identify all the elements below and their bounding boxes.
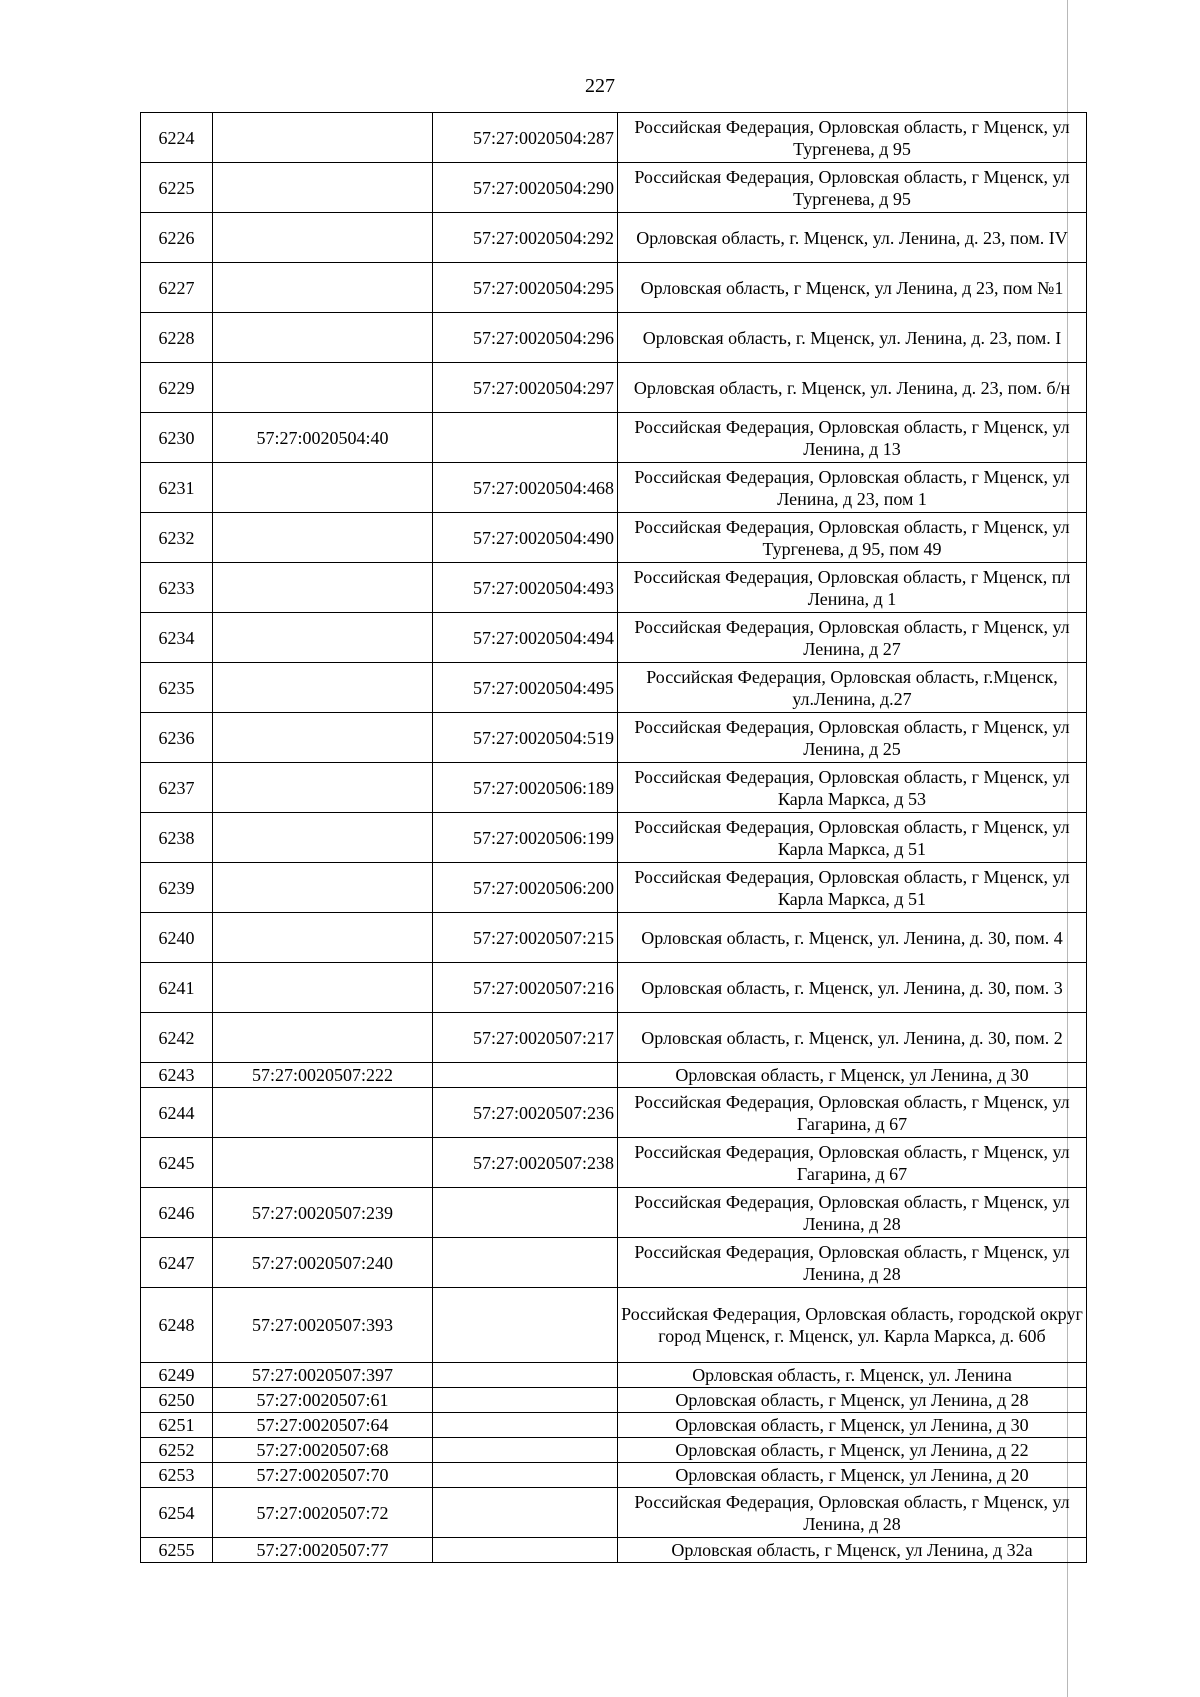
table-row [141, 963, 1087, 1013]
address-cell: Российская Федерация, Орловская область, г Мценск, ул Карла Маркса, д 53 [618, 763, 1087, 813]
cadastral-number-primary-cell [213, 113, 433, 163]
cadastral-number-primary-cell: 57:27:0020507:240 [213, 1238, 433, 1288]
address-cell: Российская Федерация, Орловская область, городской округ город Мценск, г. Мценск, ул. Карла Маркса, д. 60б [618, 1288, 1087, 1363]
address-cell: Российская Федерация, Орловская область, г Мценск, ул Ленина, д 28 [618, 1188, 1087, 1238]
row-number-cell: 6244 [141, 1088, 213, 1138]
table-row [141, 1288, 1087, 1363]
row-number-cell: 6228 [141, 313, 213, 363]
address-cell: Российская Федерация, Орловская область, г Мценск, ул Ленина, д 13 [618, 413, 1087, 463]
cadastral-number-secondary-cell [433, 1538, 618, 1563]
cadastral-number-primary-cell: 57:27:0020507:64 [213, 1413, 433, 1438]
address-cell: Орловская область, г. Мценск, ул. Ленина, д. 30, пом. 2 [618, 1013, 1087, 1063]
cadastral-number-secondary-cell: 57:27:0020504:519 [433, 713, 618, 763]
table-row [141, 913, 1087, 963]
row-number-cell: 6249 [141, 1363, 213, 1388]
table-row [141, 1088, 1087, 1138]
table-row [141, 213, 1087, 263]
table-row [141, 1138, 1087, 1188]
address-cell: Российская Федерация, Орловская область, г Мценск, ул Тургенева, д 95 [618, 113, 1087, 163]
cadastral-number-primary-cell [213, 813, 433, 863]
table-row [141, 863, 1087, 913]
cadastral-number-primary-cell [213, 463, 433, 513]
cadastral-number-secondary-cell: 57:27:0020506:199 [433, 813, 618, 863]
cadastral-number-primary-cell: 57:27:0020507:397 [213, 1363, 433, 1388]
cadastral-number-primary-cell [213, 163, 433, 213]
row-number-cell: 6238 [141, 813, 213, 863]
cadastral-number-secondary-cell: 57:27:0020504:292 [433, 213, 618, 263]
cadastral-number-primary-cell [213, 963, 433, 1013]
cadastral-number-secondary-cell [433, 1463, 618, 1488]
cadastral-number-secondary-cell [433, 413, 618, 463]
cadastral-number-primary-cell [213, 213, 433, 263]
address-cell: Российская Федерация, Орловская область, г Мценск, ул Ленина, д 28 [618, 1488, 1087, 1538]
row-number-cell: 6254 [141, 1488, 213, 1538]
cadastral-number-primary-cell: 57:27:0020507:72 [213, 1488, 433, 1538]
cadastral-number-secondary-cell [433, 1438, 618, 1463]
table-row [141, 463, 1087, 513]
table-row [141, 1388, 1087, 1413]
cadastral-number-secondary-cell: 57:27:0020507:238 [433, 1138, 618, 1188]
address-cell: Российская Федерация, Орловская область, г Мценск, ул Ленина, д 27 [618, 613, 1087, 663]
table-row [141, 663, 1087, 713]
address-cell: Российская Федерация, Орловская область, г Мценск, ул Гагарина, д 67 [618, 1088, 1087, 1138]
table-row [141, 1463, 1087, 1488]
row-number-cell: 6253 [141, 1463, 213, 1488]
cadastral-number-secondary-cell [433, 1488, 618, 1538]
cadastral-number-primary-cell [213, 763, 433, 813]
row-number-cell: 6225 [141, 163, 213, 213]
row-number-cell: 6224 [141, 113, 213, 163]
address-cell: Российская Федерация, Орловская область, г Мценск, ул Тургенева, д 95, пом 49 [618, 513, 1087, 563]
cadastral-number-primary-cell: 57:27:0020507:77 [213, 1538, 433, 1563]
row-number-cell: 6230 [141, 413, 213, 463]
table-row [141, 1488, 1087, 1538]
cadastral-number-secondary-cell: 57:27:0020507:216 [433, 963, 618, 1013]
cadastral-number-secondary-cell: 57:27:0020504:295 [433, 263, 618, 313]
address-cell: Российская Федерация, Орловская область, г Мценск, ул Карла Маркса, д 51 [618, 813, 1087, 863]
table-row [141, 413, 1087, 463]
page-number: 227 [585, 75, 615, 97]
cadastral-number-secondary-cell: 57:27:0020504:494 [433, 613, 618, 663]
table-row [141, 363, 1087, 413]
address-cell: Орловская область, г Мценск, ул Ленина, д 30 [618, 1063, 1087, 1088]
address-cell: Орловская область, г. Мценск, ул. Ленина, д. 30, пом. 3 [618, 963, 1087, 1013]
table-row [141, 563, 1087, 613]
row-number-cell: 6240 [141, 913, 213, 963]
table-row [141, 1188, 1087, 1238]
address-cell: Орловская область, г Мценск, ул Ленина, д 22 [618, 1438, 1087, 1463]
table-row [141, 1438, 1087, 1463]
table-row [141, 513, 1087, 563]
address-cell: Орловская область, г. Мценск, ул. Ленина, д. 23, пом. I [618, 313, 1087, 363]
row-number-cell: 6247 [141, 1238, 213, 1288]
row-number-cell: 6227 [141, 263, 213, 313]
cadastral-number-secondary-cell [433, 1388, 618, 1413]
cadastral-number-primary-cell [213, 563, 433, 613]
address-cell: Орловская область, г Мценск, ул Ленина, д 32а [618, 1538, 1087, 1563]
cadastral-number-primary-cell [213, 663, 433, 713]
table-row [141, 813, 1087, 863]
cadastral-number-secondary-cell: 57:27:0020507:236 [433, 1088, 618, 1138]
table-row [141, 713, 1087, 763]
row-number-cell: 6234 [141, 613, 213, 663]
cadastral-number-primary-cell [213, 913, 433, 963]
cadastral-number-secondary-cell: 57:27:0020504:290 [433, 163, 618, 213]
table-row [141, 763, 1087, 813]
row-number-cell: 6226 [141, 213, 213, 263]
row-number-cell: 6235 [141, 663, 213, 713]
table-row [141, 1013, 1087, 1063]
row-number-cell: 6242 [141, 1013, 213, 1063]
table-row [141, 1063, 1087, 1088]
address-cell: Орловская область, г Мценск, ул Ленина, д 28 [618, 1388, 1087, 1413]
table-row [141, 613, 1087, 663]
cadastral-number-secondary-cell [433, 1288, 618, 1363]
row-number-cell: 6239 [141, 863, 213, 913]
row-number-cell: 6243 [141, 1063, 213, 1088]
address-cell: Орловская область, г Мценск, ул Ленина, д 20 [618, 1463, 1087, 1488]
address-cell: Российская Федерация, Орловская область, г Мценск, ул Ленина, д 25 [618, 713, 1087, 763]
address-cell: Российская Федерация, Орловская область, г Мценск, ул Карла Маркса, д 51 [618, 863, 1087, 913]
address-cell: Орловская область, г Мценск, ул Ленина, д 23, пом №1 [618, 263, 1087, 313]
cadastral-number-secondary-cell [433, 1238, 618, 1288]
address-cell: Орловская область, г Мценск, ул Ленина, д 30 [618, 1413, 1087, 1438]
table-row [141, 1538, 1087, 1563]
table-row [141, 163, 1087, 213]
cadastral-number-secondary-cell: 57:27:0020507:217 [433, 1013, 618, 1063]
cadastral-number-secondary-cell [433, 1188, 618, 1238]
cadastral-number-primary-cell [213, 863, 433, 913]
table-row [141, 313, 1087, 363]
row-number-cell: 6245 [141, 1138, 213, 1188]
cadastral-number-secondary-cell [433, 1063, 618, 1088]
address-cell: Орловская область, г. Мценск, ул. Ленина, д. 30, пом. 4 [618, 913, 1087, 963]
table-row [141, 1238, 1087, 1288]
row-number-cell: 6251 [141, 1413, 213, 1438]
address-cell: Российская Федерация, Орловская область, г Мценск, ул Ленина, д 23, пом 1 [618, 463, 1087, 513]
cadastral-number-secondary-cell: 57:27:0020504:490 [433, 513, 618, 563]
row-number-cell: 6232 [141, 513, 213, 563]
row-number-cell: 6236 [141, 713, 213, 763]
row-number-cell: 6246 [141, 1188, 213, 1238]
cadastral-number-primary-cell: 57:27:0020507:61 [213, 1388, 433, 1413]
cadastral-number-primary-cell [213, 313, 433, 363]
cadastral-number-primary-cell [213, 1088, 433, 1138]
table-row [141, 113, 1087, 163]
row-number-cell: 6250 [141, 1388, 213, 1413]
address-cell: Российская Федерация, Орловская область, г Мценск, ул Гагарина, д 67 [618, 1138, 1087, 1188]
row-number-cell: 6229 [141, 363, 213, 413]
cadastral-number-primary-cell: 57:27:0020507:393 [213, 1288, 433, 1363]
cadastral-number-secondary-cell: 57:27:0020504:468 [433, 463, 618, 513]
address-cell: Орловская область, г. Мценск, ул. Ленина [618, 1363, 1087, 1388]
cadastral-number-secondary-cell: 57:27:0020504:296 [433, 313, 618, 363]
row-number-cell: 6231 [141, 463, 213, 513]
row-number-cell: 6241 [141, 963, 213, 1013]
cadastral-number-primary-cell: 57:27:0020507:222 [213, 1063, 433, 1088]
row-number-cell: 6248 [141, 1288, 213, 1363]
cadastral-number-secondary-cell: 57:27:0020504:287 [433, 113, 618, 163]
cadastral-number-secondary-cell: 57:27:0020504:495 [433, 663, 618, 713]
row-number-cell: 6255 [141, 1538, 213, 1563]
address-cell: Российская Федерация, Орловская область, г Мценск, ул Ленина, д 28 [618, 1238, 1087, 1288]
registry-table-body [141, 113, 1087, 1563]
address-cell: Орловская область, г. Мценск, ул. Ленина, д. 23, пом. IV [618, 213, 1087, 263]
cadastral-number-primary-cell: 57:27:0020507:68 [213, 1438, 433, 1463]
cadastral-number-primary-cell: 57:27:0020507:70 [213, 1463, 433, 1488]
cadastral-number-primary-cell [213, 1013, 433, 1063]
address-cell: Российская Федерация, Орловская область, г Мценск, пл Ленина, д 1 [618, 563, 1087, 613]
cadastral-number-primary-cell [213, 1138, 433, 1188]
cadastral-number-primary-cell: 57:27:0020507:239 [213, 1188, 433, 1238]
registry-table [140, 112, 1087, 1563]
cadastral-number-primary-cell [213, 713, 433, 763]
cadastral-number-primary-cell [213, 613, 433, 663]
table-row [141, 1413, 1087, 1438]
cadastral-number-primary-cell [213, 363, 433, 413]
cadastral-number-secondary-cell: 57:27:0020504:493 [433, 563, 618, 613]
cadastral-number-secondary-cell: 57:27:0020506:189 [433, 763, 618, 813]
cadastral-number-secondary-cell: 57:27:0020507:215 [433, 913, 618, 963]
table-row [141, 263, 1087, 313]
address-cell: Российская Федерация, Орловская область, г Мценск, ул Тургенева, д 95 [618, 163, 1087, 213]
cadastral-number-primary-cell [213, 263, 433, 313]
cadastral-number-secondary-cell: 57:27:0020504:297 [433, 363, 618, 413]
cadastral-number-secondary-cell [433, 1413, 618, 1438]
cadastral-number-secondary-cell: 57:27:0020506:200 [433, 863, 618, 913]
row-number-cell: 6233 [141, 563, 213, 613]
cadastral-number-secondary-cell [433, 1363, 618, 1388]
address-cell: Орловская область, г. Мценск, ул. Ленина, д. 23, пом. б/н [618, 363, 1087, 413]
address-cell: Российская Федерация, Орловская область, г.Мценск, ул.Ленина, д.27 [618, 663, 1087, 713]
table-row [141, 1363, 1087, 1388]
cadastral-number-primary-cell: 57:27:0020504:40 [213, 413, 433, 463]
row-number-cell: 6237 [141, 763, 213, 813]
row-number-cell: 6252 [141, 1438, 213, 1463]
cadastral-number-primary-cell [213, 513, 433, 563]
